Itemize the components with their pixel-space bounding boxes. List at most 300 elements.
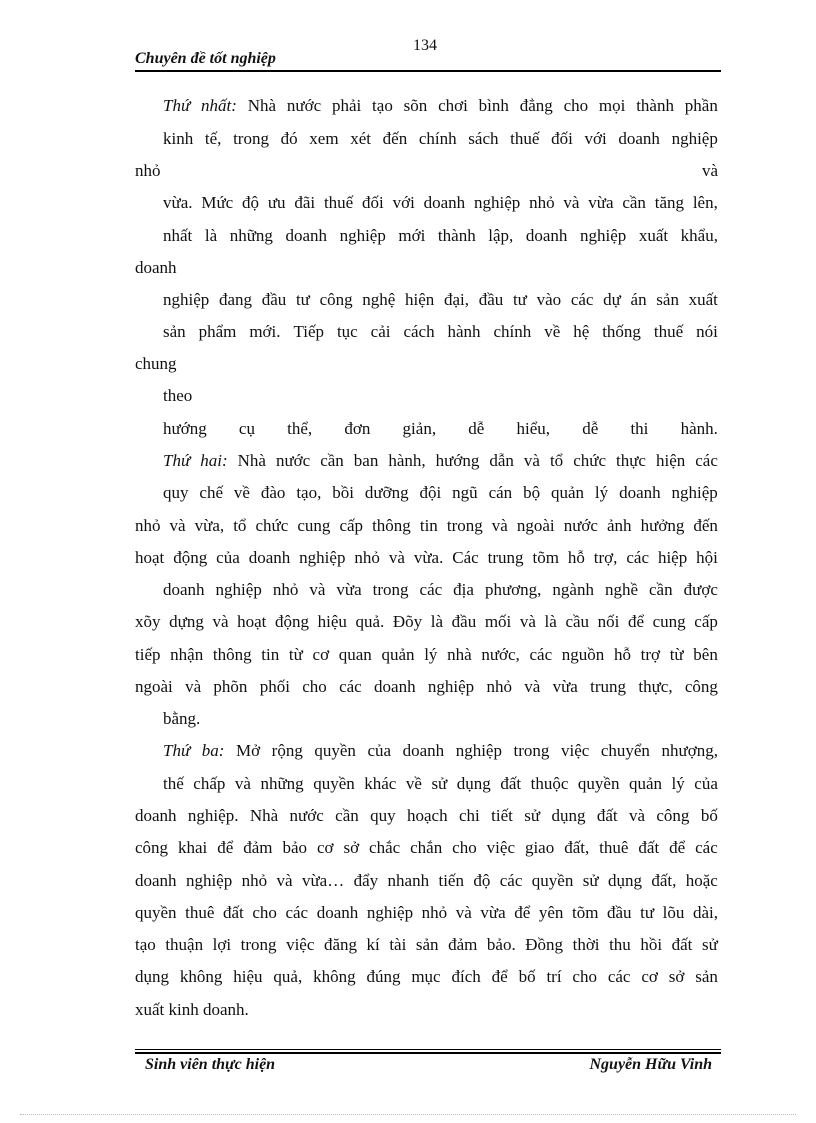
word: cụ <box>238 419 255 438</box>
word: lý <box>594 483 609 502</box>
word: quản <box>628 774 663 793</box>
word: các <box>285 903 309 922</box>
word: chế <box>199 483 223 502</box>
text-line <box>135 161 718 181</box>
word: hệ <box>573 322 590 341</box>
word: nước <box>563 516 598 535</box>
word: đại, <box>444 290 470 309</box>
word: hỗ <box>613 645 631 664</box>
word: nghệ <box>362 290 396 309</box>
word: thời <box>572 935 600 954</box>
word: giao <box>524 838 555 857</box>
word: với <box>392 193 415 212</box>
footer-divider <box>135 1049 721 1050</box>
word: đó <box>280 129 298 148</box>
word: nghiệp <box>427 677 475 696</box>
word: nghiệp <box>366 903 414 922</box>
text-line <box>135 548 718 568</box>
word: quả, <box>273 967 303 986</box>
word: trong <box>372 580 409 599</box>
word: phần <box>684 96 718 115</box>
word: hiệp <box>657 548 688 567</box>
word: dự <box>603 290 621 309</box>
word: và <box>628 806 646 825</box>
word: vừa <box>588 193 614 212</box>
word: doanh <box>423 193 466 212</box>
word: đối <box>362 193 384 212</box>
word: hoặc <box>685 871 718 890</box>
word: chuyển <box>600 741 650 760</box>
word: ngành <box>552 580 594 599</box>
word: để <box>627 612 645 631</box>
section-lead-word: nhất: <box>201 96 237 115</box>
word: trung <box>487 548 524 567</box>
word: động <box>274 612 309 631</box>
section-lead-word: Thứ <box>163 96 191 115</box>
word: để <box>491 967 508 986</box>
text-line <box>135 258 177 278</box>
word: không <box>179 967 223 986</box>
word: mới. <box>249 322 281 341</box>
word: công <box>319 290 353 309</box>
word: nhỏ <box>421 903 448 922</box>
word: nước <box>286 96 322 115</box>
word: quyền <box>135 903 177 922</box>
line-text: bằng. <box>163 709 201 728</box>
word: là <box>430 612 444 631</box>
line-text: xuất kinh doanh. <box>135 1000 249 1019</box>
word: việc <box>560 741 590 760</box>
word: các <box>339 677 362 696</box>
word: chức <box>573 451 606 470</box>
word: thực <box>616 451 646 470</box>
word: quả. <box>355 612 385 631</box>
text-line <box>135 838 718 858</box>
word: tiếp <box>135 645 161 664</box>
word: chắn <box>410 838 443 857</box>
word: và <box>169 516 186 535</box>
word: cho <box>572 967 597 986</box>
word: giản, <box>402 419 437 438</box>
text-line <box>135 1000 249 1020</box>
word: xét <box>350 129 371 148</box>
word: thuận <box>165 935 204 954</box>
word: của <box>367 741 392 760</box>
word: dựng <box>169 612 204 631</box>
word: vừa, <box>194 516 225 535</box>
text-line <box>135 677 718 697</box>
word: lợi <box>212 935 232 954</box>
word: trong <box>233 129 269 148</box>
word: độ <box>242 193 260 212</box>
word: doanh <box>163 580 205 599</box>
word: quan <box>338 645 372 664</box>
word: thuê <box>185 903 215 922</box>
word: là <box>204 226 218 245</box>
word: thuộc <box>530 774 569 793</box>
word: quyền <box>314 741 356 760</box>
word: kí <box>366 935 380 954</box>
word: sử <box>701 935 718 954</box>
word: sõn <box>403 96 428 115</box>
word: về <box>233 483 250 502</box>
line-text: theo <box>163 386 193 405</box>
word: ngoài <box>135 677 173 696</box>
word: các <box>607 967 631 986</box>
footer-divider-thick <box>135 1052 721 1054</box>
word: của <box>694 774 718 793</box>
word: sản <box>656 290 679 309</box>
word: các <box>626 548 649 567</box>
word: công <box>135 838 169 857</box>
word: chi <box>458 806 480 825</box>
word: hành <box>447 322 481 341</box>
text-line <box>135 612 718 632</box>
word: trí <box>546 967 562 986</box>
word: tạo <box>135 935 156 954</box>
text-line <box>163 386 192 406</box>
word: mối <box>484 612 512 631</box>
word: được <box>683 580 718 599</box>
word: đúng <box>366 967 401 986</box>
word: nước, <box>481 645 520 664</box>
word: nghiệp <box>579 226 627 245</box>
word: và <box>491 516 508 535</box>
word: thành <box>437 226 476 245</box>
word: đầu <box>261 290 287 309</box>
word: bố <box>700 806 718 825</box>
word: mục <box>411 967 441 986</box>
word: thuế <box>323 193 354 212</box>
word: thông <box>372 516 411 535</box>
word: Tiếp <box>293 322 325 341</box>
word: hiểu, <box>516 419 551 438</box>
word: địa <box>453 580 474 599</box>
word: đẩy <box>353 871 379 890</box>
word: thể, <box>287 419 313 438</box>
word: cách <box>403 322 435 341</box>
word: tin <box>261 645 280 664</box>
word: việc <box>486 838 515 857</box>
word: nhỏ <box>486 677 512 696</box>
word: và <box>563 193 580 212</box>
word: dễ <box>468 419 485 438</box>
word: cải <box>370 322 391 341</box>
word: Đõy <box>392 612 423 631</box>
word: về <box>544 322 561 341</box>
word: sở <box>668 967 685 986</box>
word: doanh <box>618 129 660 148</box>
word: nghiệp. <box>187 806 239 825</box>
word: vừa <box>480 903 506 922</box>
word: Mở <box>236 741 261 760</box>
word: đất, <box>651 871 677 890</box>
word: dưỡng <box>364 483 409 502</box>
word: tế, <box>204 129 222 148</box>
word: lên, <box>692 193 718 212</box>
word: các <box>529 645 553 664</box>
word: ban <box>353 451 379 470</box>
word: dài, <box>692 903 718 922</box>
word: đăng <box>323 935 357 954</box>
word: Đồng <box>525 935 564 954</box>
text-line <box>163 709 200 729</box>
text-line <box>163 483 718 503</box>
word: phải <box>331 96 362 115</box>
word: vừa. <box>413 548 444 567</box>
word: những <box>260 774 304 793</box>
word: khai <box>178 838 208 857</box>
word: trung <box>590 677 627 696</box>
word: hồi <box>640 935 663 954</box>
word: xem <box>309 129 339 148</box>
word: quản <box>550 483 585 502</box>
word: doanh <box>248 548 291 567</box>
word: xuất <box>638 226 669 245</box>
word: đội <box>419 483 442 502</box>
word: chơi <box>438 96 468 115</box>
word: các <box>419 580 443 599</box>
word: đối <box>551 129 573 148</box>
word: nói <box>696 322 718 341</box>
word: đất <box>638 838 660 857</box>
word: quyền <box>577 774 620 793</box>
word: doanh <box>525 226 568 245</box>
text-line <box>163 580 718 600</box>
word: mới <box>398 226 426 245</box>
word: chức <box>255 516 289 535</box>
word: cho <box>252 903 277 922</box>
word: công <box>684 677 718 696</box>
text-line <box>163 419 718 439</box>
word: doanh <box>135 806 177 825</box>
word: sử <box>524 806 541 825</box>
word: sản <box>415 935 439 954</box>
word: lý <box>424 645 438 664</box>
text-line <box>163 96 718 116</box>
section-lead-word: Thứ <box>163 451 191 470</box>
word: quy <box>370 806 396 825</box>
word: đào <box>260 483 286 502</box>
word: nhận <box>170 645 204 664</box>
word: và <box>524 677 541 696</box>
text-line <box>163 322 718 342</box>
word: để <box>217 838 234 857</box>
word: bồi <box>332 483 354 502</box>
word: thống <box>602 322 641 341</box>
word: Nhà <box>247 96 277 115</box>
word: hội <box>696 548 718 567</box>
word: cho <box>302 677 327 696</box>
word: thông <box>212 645 252 664</box>
word: doanh <box>619 483 661 502</box>
word: các <box>695 451 718 470</box>
word: đầu <box>478 290 504 309</box>
word: tin <box>419 516 438 535</box>
word: đảm <box>243 838 273 857</box>
word: doanh <box>285 226 328 245</box>
word: bảo. <box>486 935 516 954</box>
word: trong <box>513 741 550 760</box>
word: và <box>701 161 718 180</box>
word: doanh <box>316 903 359 922</box>
word: và <box>388 548 405 567</box>
word: nhỏ <box>354 548 380 567</box>
word: lý <box>671 774 685 793</box>
word: đất <box>500 774 522 793</box>
word: cơ <box>312 645 330 664</box>
word: tư <box>512 290 527 309</box>
word: hành, <box>388 451 426 470</box>
word: đất <box>222 903 244 922</box>
word: Nhà <box>249 806 279 825</box>
word: tài <box>389 935 407 954</box>
word: nước <box>275 451 311 470</box>
word: trong <box>240 935 277 954</box>
word: tổ <box>233 516 247 535</box>
word: độ <box>473 871 491 890</box>
word: cấp <box>694 612 718 631</box>
word: và <box>185 677 202 696</box>
word: thuế <box>510 129 540 148</box>
word: trợ <box>640 645 661 664</box>
word: dụng <box>607 871 642 890</box>
text-line <box>163 226 718 246</box>
word: và <box>234 774 251 793</box>
word: các <box>570 290 594 309</box>
word: bình <box>478 96 509 115</box>
word: vừa <box>336 580 362 599</box>
word: từ <box>669 645 684 664</box>
word: tổ <box>549 451 564 470</box>
word: bộ <box>523 483 541 502</box>
word: dụng <box>456 774 491 793</box>
word: đẳng <box>519 96 553 115</box>
word: bảo <box>282 838 308 857</box>
word: xõy <box>135 612 161 631</box>
word: án <box>630 290 647 309</box>
word: đầu <box>607 903 632 922</box>
footer-author-name: Nguyễn Hữu Vinh <box>589 1056 712 1073</box>
word: thi <box>630 419 649 438</box>
word: doanh <box>402 741 445 760</box>
word: việc <box>286 935 315 954</box>
word: yên <box>538 903 564 922</box>
word: lõu <box>662 903 685 922</box>
text-line <box>163 129 718 149</box>
word: đầu <box>451 612 477 631</box>
word: cho <box>452 838 477 857</box>
word: cung <box>652 612 686 631</box>
word: hiện <box>405 290 435 309</box>
word: và <box>276 871 293 890</box>
word: hành. <box>680 419 718 438</box>
word: cho <box>563 96 589 115</box>
word: sử <box>431 774 448 793</box>
word: nhượng, <box>661 741 718 760</box>
word: cơ <box>641 967 658 986</box>
word: không <box>313 967 356 986</box>
word: đất <box>596 806 618 825</box>
word: doanh <box>135 871 177 890</box>
word: phẩm <box>198 322 237 341</box>
word: cầu <box>565 612 590 631</box>
word: nguồn <box>561 645 605 664</box>
word: tiến <box>438 871 464 890</box>
word: và <box>519 612 536 631</box>
word: để <box>514 903 531 922</box>
word: quyền <box>313 774 355 793</box>
word: kinh <box>163 129 194 148</box>
word: hỗ <box>567 548 585 567</box>
word: cơ <box>316 838 334 857</box>
word: mọi <box>598 96 626 115</box>
word: tõm <box>571 903 599 922</box>
word: nhỏ <box>135 161 161 180</box>
word: vừa… <box>301 871 345 890</box>
word: thực, <box>638 677 673 696</box>
word: là <box>544 612 557 631</box>
word: hoạch <box>407 806 448 825</box>
word: nhỏ <box>529 193 555 212</box>
word: nhỏ <box>135 516 161 535</box>
word: nghiệp <box>671 483 718 502</box>
page-edge-guide <box>20 1114 796 1115</box>
word: ngoài <box>516 516 555 535</box>
text-line <box>163 741 718 761</box>
word: động <box>173 548 208 567</box>
word: thuê <box>599 838 629 857</box>
word: thành <box>636 96 674 115</box>
word: từ <box>288 645 303 664</box>
word: nghiệp <box>339 226 386 245</box>
text-line <box>135 903 718 923</box>
word: tục <box>336 322 358 341</box>
word: đất <box>671 935 693 954</box>
word: tư <box>640 903 655 922</box>
word: Nhà <box>237 451 266 470</box>
word: cần <box>335 806 359 825</box>
word: tạo, <box>296 483 322 502</box>
word: sách <box>468 129 499 148</box>
word: công <box>656 806 690 825</box>
word: nhỏ <box>241 871 268 890</box>
footer-author-label: Sinh viên thực hiện <box>145 1056 276 1073</box>
word: cung <box>297 516 331 535</box>
word: ưu <box>267 193 286 212</box>
word: xuất <box>688 290 718 309</box>
word: tăng <box>654 193 685 212</box>
word: cần <box>622 193 646 212</box>
text-line <box>163 774 718 794</box>
word: nghiệp <box>185 871 233 890</box>
word: chính <box>418 129 457 148</box>
text-line <box>163 451 718 471</box>
word: hiệu <box>317 612 347 631</box>
word: doanh <box>374 677 416 696</box>
word: sở <box>343 838 360 857</box>
word: tạo <box>372 96 393 115</box>
word: hướng <box>163 419 207 438</box>
section-lead-word: ba: <box>201 741 225 760</box>
word: phối <box>259 677 290 696</box>
text-line <box>135 967 718 987</box>
word: Mức <box>201 193 234 212</box>
word: vào <box>536 290 562 309</box>
word: chính <box>493 322 532 341</box>
text-line <box>135 516 718 536</box>
text-line <box>163 193 718 213</box>
